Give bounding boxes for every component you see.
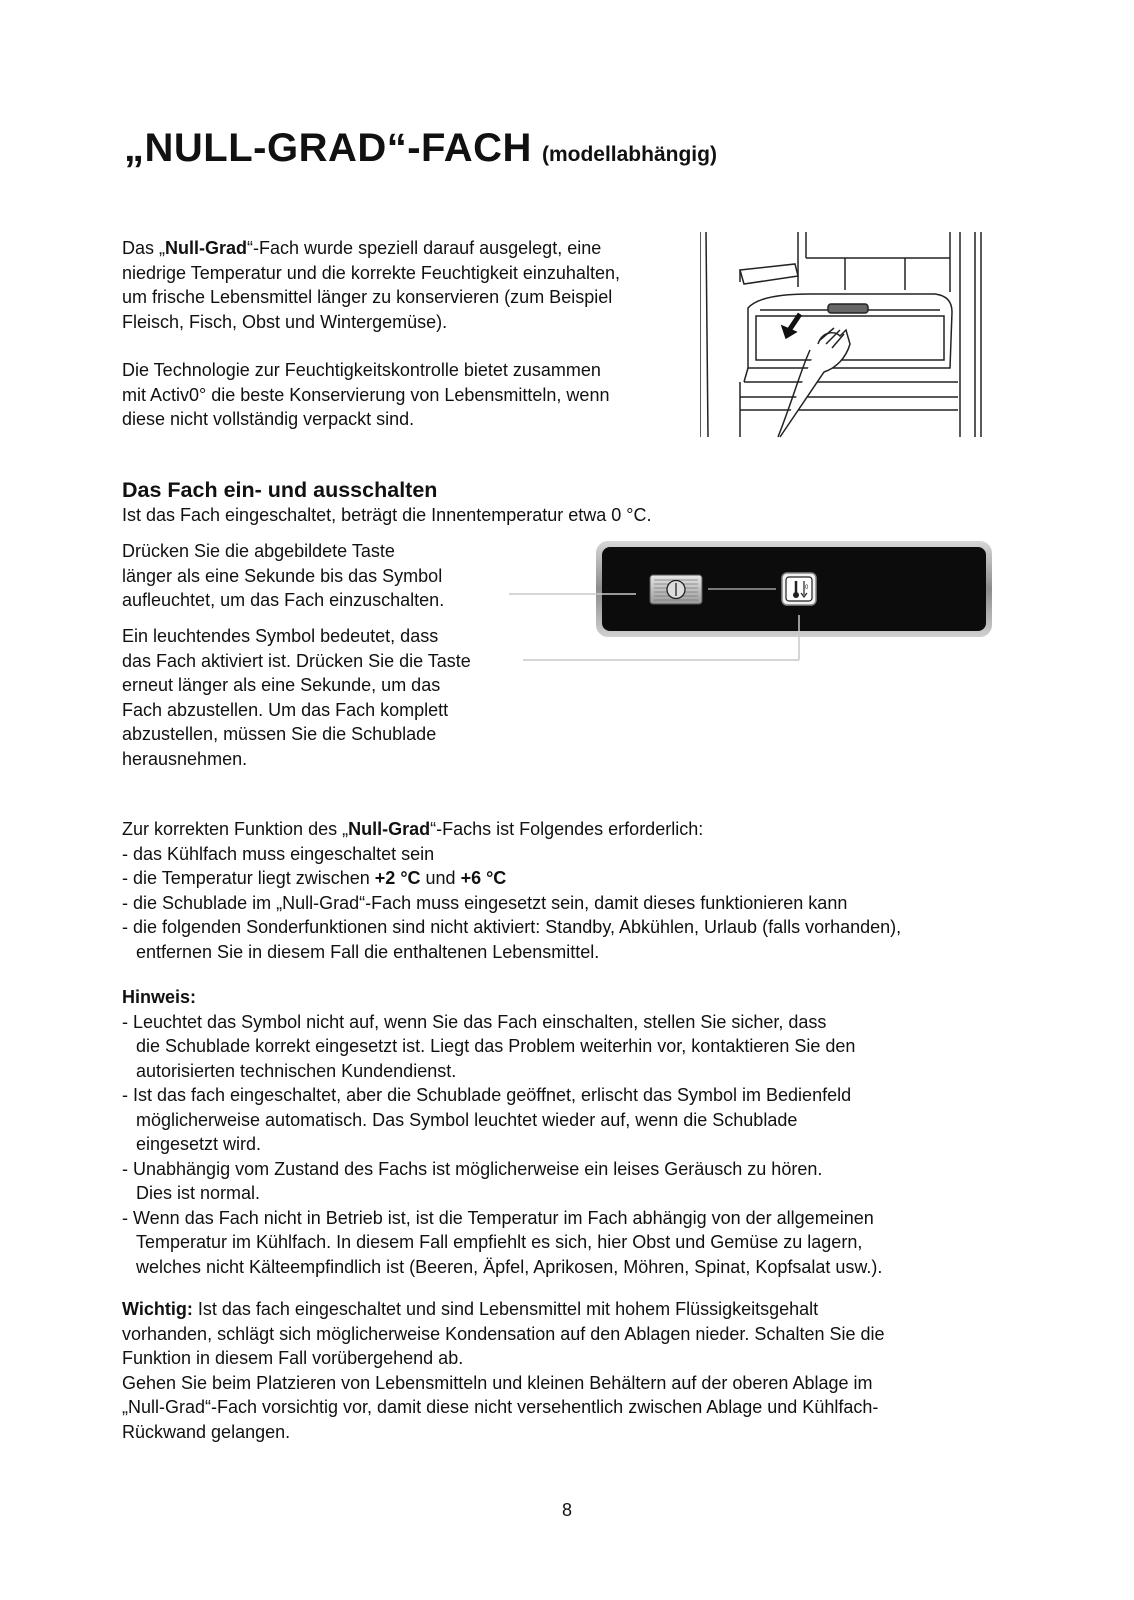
text-line: herausnehmen. [122,748,248,769]
page-number: 8 [561,1500,572,1520]
list-item-continuation: welches nicht Kälteempfindlich ist (Beeren, Äpfel, Aprikosen, Möhren, Spinat, Kopfsalat usw.). [136,1256,883,1277]
text-line: Gehen Sie beim Platzieren von Lebensmitteln und kleinen Behältern auf der oberen Ablage im [122,1372,873,1393]
list-item-continuation: möglicherweise automatisch. Das Symbol leuchtet wieder auf, wenn die Schublade [136,1109,798,1130]
text-line: länger als eine Sekunde bis das Symbol [122,565,443,586]
thermometer-zero-icon [782,573,816,605]
intro-p1-line: Fleisch, Fisch, Obst und Wintergemüse). [122,311,448,332]
text-line: aufleuchtet, um das Fach einzuschalten. [122,590,445,610]
text: Ist das fach eingeschaltet und sind Lebensmittel mit hohem Flüssigkeitsgehalt [192,1299,819,1319]
list-item: - die Schublade im „Null-Grad“-Fach muss eingesetzt sein, damit dieses funktionieren kann [122,892,848,913]
list-item: - Unabhängig vom Zustand des Fachs ist möglicherweise ein leises Geräusch zu hören. [122,1158,823,1179]
list-item: - Wenn das Fach nicht in Betrieb ist, ist die Temperatur im Fach abhängig von der allgemeinen [122,1207,874,1228]
title-subtitle: (modellabhängig) [541,143,717,166]
intro-p2-line: Die Technologie zur Feuchtigkeitskontrolle bietet zusammen [122,360,601,380]
text-line: Ein leuchtendes Symbol bedeutet, dass [122,626,439,646]
text-line: Fach abzustellen. Um das Fach komplett [122,699,449,720]
page-title [124,126,717,171]
svg-text:0: 0 [805,585,809,591]
requirements [122,817,1002,964]
text: Zur korrekten Funktion des „ [122,819,349,839]
text-line: Funktion in diesem Fall vorübergehend ab. [122,1348,464,1368]
text: “-Fach wurde speziell darauf ausgelegt, eine [247,238,602,258]
fridge-drawer-illustration [700,232,985,442]
text-line: Rückwand gelangen. [122,1421,291,1442]
text-line: „Null-Grad“-Fach vorsichtig vor, damit diese nicht versehentlich zwischen Ablage und Kühlfach- [122,1397,879,1417]
list-item: - Leuchtet das Symbol nicht auf, wenn Sie das Fach einschalten, stellen Sie sicher, dass [122,1011,827,1032]
section-heading: Das Fach ein- und ausschalten [122,478,438,502]
requirements-intro [122,817,1002,842]
control-panel-illustration [505,540,995,665]
section-p1 [122,539,517,613]
intro-p1-line [122,236,692,261]
list-item-continuation: Temperatur im Kühlfach. In diesem Fall empfiehlt es sich, hier Obst und Gemüse zu lagern, [136,1232,863,1252]
hinweis-label: Hinweis: [122,987,197,1007]
section-subline: Ist das Fach eingeschaltet, beträgt die Innentemperatur etwa 0 °C. [122,505,652,525]
list-item-continuation: eingesetzt wird. [136,1134,262,1154]
list-item-continuation: entfernen Sie in diesem Fall die enthaltenen Lebensmittel. [136,941,600,962]
text: Das „ [122,238,166,258]
list-item-continuation: autorisierten technischen Kundendienst. [136,1060,457,1081]
text-line: abzustellen, müssen Sie die Schublade [122,724,437,744]
wichtig-label: Wichtig: [122,1299,193,1319]
title-main: „NULL-GRAD“-FACH [124,126,532,170]
bold-term: Null-Grad [348,819,431,839]
list-item: - die folgenden Sonderfunktionen sind nicht aktiviert: Standby, Abkühlen, Urlaub (falls vorhanden), [122,917,902,937]
intro-p2-line: diese nicht vollständig verpackt sind. [122,409,415,429]
intro-p1-line: niedrige Temperatur und die korrekte Feuchtigkeit einzuhalten, [122,262,620,283]
text-line: Drücken Sie die abgebildete Taste [122,541,395,561]
text-line: erneut länger als eine Sekunde, um das [122,675,441,695]
list-item-continuation: Dies ist normal. [136,1183,261,1203]
text: und [420,868,461,888]
list-item-continuation: die Schublade korrekt eingesetzt ist. Liegt das Problem weiterhin vor, kontaktieren Sie den [136,1036,856,1056]
intro-p1-line: um frische Lebensmittel länger zu konservieren (zum Beispiel [122,287,613,307]
text: - die Temperatur liegt zwischen [122,868,375,888]
text: “-Fachs ist Folgendes erforderlich: [430,819,704,839]
text-line: das Fach aktiviert ist. Drücken Sie die Taste [122,650,471,671]
wichtig-block [122,1297,1002,1444]
intro-p2-line: mit Activ0° die beste Konservierung von Lebensmitteln, wenn [122,384,610,405]
text-line: vorhanden, schlägt sich möglicherweise Kondensation auf den Ablagen nieder. Schalten Sie die [122,1323,885,1344]
hinweis-block [122,985,1002,1279]
bold-term: Null-Grad [165,238,248,258]
power-button[interactable] [650,575,702,604]
bold-value: +6 °C [460,868,507,888]
intro-text [122,236,692,432]
list-item: - Ist das fach eingeschaltet, aber die Schublade geöffnet, erlischt das Symbol im Bedienfeld [122,1085,852,1105]
list-item [122,866,1002,891]
bold-value: +2 °C [374,868,421,888]
section-p2 [122,624,517,771]
list-item: - das Kühlfach muss eingeschaltet sein [122,843,435,864]
